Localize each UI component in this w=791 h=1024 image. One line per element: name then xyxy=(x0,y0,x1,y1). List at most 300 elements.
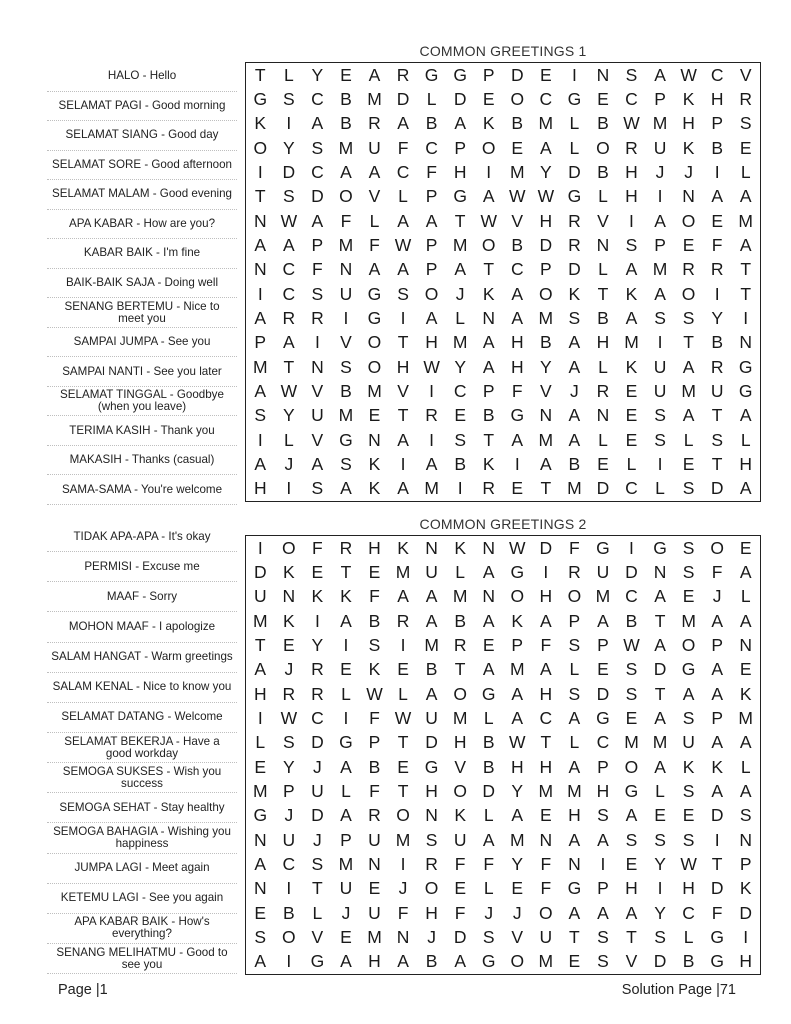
grid-letter[interactable]: J xyxy=(512,902,522,923)
grid-letter[interactable]: N xyxy=(739,332,753,353)
grid-letter[interactable]: V xyxy=(311,926,324,947)
grid-letter[interactable]: A xyxy=(539,659,552,680)
grid-letter[interactable]: A xyxy=(625,805,638,826)
grid-letter[interactable]: J xyxy=(455,283,465,304)
grid-letter[interactable]: S xyxy=(625,234,638,255)
grid-letter[interactable]: S xyxy=(682,307,695,328)
grid-letter[interactable]: L xyxy=(626,453,637,474)
grid-letter[interactable]: G xyxy=(339,429,353,450)
grid-letter[interactable]: M xyxy=(252,780,268,801)
grid-letter[interactable]: J xyxy=(341,902,351,923)
grid-letter[interactable]: M xyxy=(395,829,411,850)
grid-letter[interactable]: F xyxy=(426,161,437,182)
grid-letter[interactable]: G xyxy=(424,64,439,85)
grid-letter[interactable]: W xyxy=(509,537,526,558)
grid-letter[interactable]: A xyxy=(625,307,638,328)
grid-letter[interactable]: M xyxy=(452,332,468,353)
grid-letter[interactable]: O xyxy=(396,805,410,826)
grid-letter[interactable]: E xyxy=(682,586,695,607)
grid-letter[interactable]: J xyxy=(570,380,579,401)
grid-letter[interactable]: S xyxy=(654,405,666,426)
grid-letter[interactable]: R xyxy=(282,683,296,704)
grid-letter[interactable]: B xyxy=(454,610,466,631)
grid-letter[interactable]: M xyxy=(738,210,753,231)
grid-letter[interactable]: P xyxy=(482,380,495,401)
grid-letter[interactable]: A xyxy=(568,756,581,777)
grid-letter[interactable]: F xyxy=(369,780,380,801)
grid-letter[interactable]: U xyxy=(596,561,610,582)
grid-letter[interactable]: V xyxy=(397,380,409,401)
grid-letter[interactable]: R xyxy=(710,356,724,377)
grid-letter[interactable]: H xyxy=(253,683,267,704)
grid-letter[interactable]: E xyxy=(368,405,381,426)
grid-letter[interactable]: V xyxy=(368,186,381,207)
grid-letter[interactable]: O xyxy=(624,756,639,777)
grid-letter[interactable]: A xyxy=(454,113,466,134)
grid-letter[interactable]: O xyxy=(424,878,439,899)
grid-letter[interactable]: R xyxy=(311,683,324,704)
grid-letter[interactable]: E xyxy=(340,659,352,680)
grid-letter[interactable]: W xyxy=(280,210,298,231)
grid-letter[interactable]: T xyxy=(483,259,495,280)
grid-letter[interactable]: L xyxy=(683,429,694,450)
grid-letter[interactable]: L xyxy=(740,586,751,607)
grid-letter[interactable]: U xyxy=(282,829,296,850)
grid-letter[interactable]: E xyxy=(340,926,352,947)
grid-letter[interactable]: J xyxy=(284,805,294,826)
grid-letter[interactable]: S xyxy=(282,186,295,207)
grid-letter[interactable]: A xyxy=(397,429,409,450)
grid-letter[interactable]: D xyxy=(625,561,638,582)
grid-letter[interactable]: K xyxy=(739,878,752,899)
grid-letter[interactable]: A xyxy=(739,732,752,753)
grid-letter[interactable]: G xyxy=(424,756,439,777)
grid-letter[interactable]: A xyxy=(739,610,752,631)
grid-letter[interactable]: H xyxy=(368,537,381,558)
grid-letter[interactable]: P xyxy=(597,878,609,899)
grid-letter[interactable]: Y xyxy=(454,356,466,377)
grid-letter[interactable]: A xyxy=(482,356,495,377)
grid-letter[interactable]: U xyxy=(710,380,724,401)
grid-letter[interactable]: M xyxy=(367,380,382,401)
grid-letter[interactable]: A xyxy=(254,234,267,255)
grid-letter[interactable]: L xyxy=(398,683,408,704)
grid-letter[interactable]: S xyxy=(397,283,409,304)
grid-letter[interactable]: N xyxy=(396,926,410,947)
grid-letter[interactable]: J xyxy=(313,756,322,777)
grid-letter[interactable]: E xyxy=(254,756,267,777)
grid-letter[interactable]: I xyxy=(314,610,320,631)
grid-letter[interactable]: G xyxy=(367,283,382,304)
grid-letter[interactable]: S xyxy=(625,829,638,850)
grid-letter[interactable]: T xyxy=(654,683,666,704)
grid-letter[interactable]: A xyxy=(539,610,552,631)
grid-letter[interactable]: K xyxy=(340,586,352,607)
grid-letter[interactable]: O xyxy=(539,283,553,304)
grid-letter[interactable]: P xyxy=(425,234,438,255)
grid-letter[interactable]: U xyxy=(425,707,438,728)
grid-letter[interactable]: L xyxy=(455,307,466,328)
grid-letter[interactable]: I xyxy=(571,64,577,85)
grid-letter[interactable]: A xyxy=(711,186,723,207)
grid-letter[interactable]: M xyxy=(538,113,554,134)
grid-letter[interactable]: L xyxy=(569,732,580,753)
grid-letter[interactable]: E xyxy=(739,137,752,158)
grid-letter[interactable]: A xyxy=(482,610,495,631)
grid-letter[interactable]: M xyxy=(338,405,354,426)
grid-letter[interactable]: R xyxy=(368,113,381,134)
grid-letter[interactable]: L xyxy=(598,259,608,280)
grid-letter[interactable]: M xyxy=(595,586,611,607)
grid-letter[interactable]: U xyxy=(311,780,324,801)
grid-letter[interactable]: I xyxy=(286,478,292,499)
grid-letter[interactable]: W xyxy=(680,853,697,874)
grid-letter[interactable]: V xyxy=(454,756,466,777)
grid-letter[interactable]: N xyxy=(482,537,496,558)
grid-letter[interactable]: T xyxy=(254,186,266,207)
grid-letter[interactable]: I xyxy=(400,634,406,655)
grid-letter[interactable]: G xyxy=(596,707,610,728)
grid-letter[interactable]: A xyxy=(511,429,524,450)
grid-letter[interactable]: L xyxy=(598,356,608,377)
grid-letter[interactable]: M xyxy=(624,332,639,353)
grid-letter[interactable]: A xyxy=(482,659,495,680)
grid-letter[interactable]: I xyxy=(714,161,720,182)
grid-letter[interactable]: L xyxy=(426,88,437,109)
grid-letter[interactable]: E xyxy=(711,210,723,231)
grid-letter[interactable]: T xyxy=(397,780,409,801)
grid-letter[interactable]: I xyxy=(429,380,435,401)
grid-letter[interactable]: B xyxy=(368,610,381,631)
grid-letter[interactable]: S xyxy=(454,429,466,450)
grid-letter[interactable]: T xyxy=(483,429,495,450)
grid-letter[interactable]: Y xyxy=(654,902,666,923)
grid-letter[interactable]: A xyxy=(511,707,524,728)
grid-letter[interactable]: A xyxy=(311,453,324,474)
grid-letter[interactable]: A xyxy=(482,186,495,207)
grid-letter[interactable]: I xyxy=(257,429,263,450)
grid-letter[interactable]: F xyxy=(540,634,552,655)
grid-letter[interactable]: V xyxy=(539,380,552,401)
grid-letter[interactable]: S xyxy=(568,307,581,328)
grid-letter[interactable]: G xyxy=(624,780,639,801)
grid-letter[interactable]: I xyxy=(343,634,349,655)
grid-letter[interactable]: E xyxy=(454,878,466,899)
grid-letter[interactable]: E xyxy=(739,659,752,680)
grid-letter[interactable]: D xyxy=(311,805,324,826)
grid-letter[interactable]: L xyxy=(598,429,608,450)
grid-letter[interactable]: D xyxy=(653,951,667,972)
grid-letter[interactable]: O xyxy=(681,210,696,231)
grid-letter[interactable]: M xyxy=(652,259,668,280)
grid-letter[interactable]: P xyxy=(482,64,495,85)
grid-letter[interactable]: G xyxy=(738,380,753,401)
grid-letter[interactable]: A xyxy=(597,829,609,850)
grid-letter[interactable]: N xyxy=(539,405,553,426)
grid-letter[interactable]: M xyxy=(681,610,696,631)
grid-letter[interactable]: K xyxy=(625,356,638,377)
grid-letter[interactable]: D xyxy=(510,64,524,85)
grid-letter[interactable]: H xyxy=(739,453,753,474)
grid-letter[interactable]: I xyxy=(286,951,292,972)
grid-letter[interactable]: P xyxy=(340,829,352,850)
grid-letter[interactable]: A xyxy=(425,453,438,474)
grid-letter[interactable]: B xyxy=(425,113,438,134)
grid-letter[interactable]: A xyxy=(682,356,695,377)
grid-letter[interactable]: D xyxy=(311,186,324,207)
grid-letter[interactable]: F xyxy=(711,902,723,923)
grid-letter[interactable]: V xyxy=(311,429,324,450)
grid-letter[interactable]: O xyxy=(510,951,525,972)
grid-letter[interactable]: E xyxy=(625,405,638,426)
grid-letter[interactable]: R xyxy=(311,307,324,328)
grid-letter[interactable]: I xyxy=(400,453,406,474)
grid-letter[interactable]: K xyxy=(282,610,295,631)
grid-letter[interactable]: R xyxy=(568,234,581,255)
grid-letter[interactable]: G xyxy=(681,659,696,680)
grid-letter[interactable]: G xyxy=(253,88,268,109)
grid-letter[interactable]: J xyxy=(655,161,665,182)
grid-letter[interactable]: D xyxy=(539,234,553,255)
grid-letter[interactable]: K xyxy=(711,756,723,777)
grid-letter[interactable]: A xyxy=(568,707,581,728)
grid-letter[interactable]: L xyxy=(255,732,266,753)
grid-letter[interactable]: S xyxy=(739,113,752,134)
grid-letter[interactable]: L xyxy=(283,64,294,85)
grid-letter[interactable]: D xyxy=(710,805,724,826)
grid-letter[interactable]: F xyxy=(454,902,466,923)
grid-letter[interactable]: W xyxy=(280,380,298,401)
grid-letter[interactable]: I xyxy=(343,307,349,328)
grid-letter[interactable]: I xyxy=(514,453,520,474)
grid-letter[interactable]: A xyxy=(425,307,438,328)
grid-letter[interactable]: B xyxy=(625,610,638,631)
grid-letter[interactable]: W xyxy=(423,356,440,377)
grid-letter[interactable]: H xyxy=(739,951,753,972)
grid-letter[interactable]: A xyxy=(511,283,524,304)
grid-letter[interactable]: K xyxy=(454,537,466,558)
grid-letter[interactable]: G xyxy=(453,186,467,207)
grid-letter[interactable]: L xyxy=(683,926,694,947)
grid-letter[interactable]: C xyxy=(625,478,638,499)
grid-letter[interactable]: P xyxy=(654,88,666,109)
grid-letter[interactable]: Y xyxy=(539,161,552,182)
grid-letter[interactable]: B xyxy=(682,951,695,972)
grid-letter[interactable]: S xyxy=(682,478,695,499)
grid-letter[interactable]: J xyxy=(484,902,494,923)
grid-letter[interactable]: A xyxy=(739,561,752,582)
grid-letter[interactable]: R xyxy=(453,634,467,655)
grid-letter[interactable]: R xyxy=(425,405,438,426)
grid-letter[interactable]: M xyxy=(338,234,354,255)
grid-letter[interactable]: O xyxy=(367,356,382,377)
grid-letter[interactable]: A xyxy=(568,332,581,353)
grid-letter[interactable]: A xyxy=(625,902,638,923)
grid-letter[interactable]: L xyxy=(483,805,494,826)
grid-letter[interactable]: Y xyxy=(711,307,723,328)
grid-letter[interactable]: R xyxy=(282,307,296,328)
grid-letter[interactable]: T xyxy=(683,332,694,353)
grid-letter[interactable]: B xyxy=(425,659,438,680)
grid-letter[interactable]: A xyxy=(739,186,752,207)
grid-letter[interactable]: L xyxy=(740,161,751,182)
grid-letter[interactable]: E xyxy=(597,659,609,680)
grid-letter[interactable]: H xyxy=(682,113,695,134)
grid-letter[interactable]: A xyxy=(340,805,352,826)
grid-letter[interactable]: D xyxy=(453,926,467,947)
grid-letter[interactable]: I xyxy=(343,707,349,728)
grid-letter[interactable]: S xyxy=(311,283,324,304)
grid-letter[interactable]: E xyxy=(511,478,524,499)
grid-letter[interactable]: A xyxy=(568,429,581,450)
grid-letter[interactable]: A xyxy=(254,453,267,474)
grid-letter[interactable]: I xyxy=(400,307,406,328)
grid-letter[interactable]: J xyxy=(398,878,408,899)
grid-letter[interactable]: E xyxy=(625,707,638,728)
grid-letter[interactable]: N xyxy=(596,234,610,255)
grid-letter[interactable]: S xyxy=(625,64,638,85)
grid-letter[interactable]: A xyxy=(739,405,752,426)
grid-letter[interactable]: E xyxy=(625,429,638,450)
grid-letter[interactable]: T xyxy=(254,64,266,85)
grid-letter[interactable]: T xyxy=(740,259,752,280)
grid-letter[interactable]: F xyxy=(397,902,409,923)
grid-letter[interactable]: I xyxy=(457,478,463,499)
grid-letter[interactable]: L xyxy=(569,659,580,680)
grid-letter[interactable]: L xyxy=(740,429,751,450)
grid-letter[interactable]: M xyxy=(652,113,668,134)
grid-letter[interactable]: S xyxy=(254,405,267,426)
grid-letter[interactable]: Y xyxy=(511,780,524,801)
grid-letter[interactable]: F xyxy=(483,853,495,874)
grid-letter[interactable]: P xyxy=(597,634,609,655)
grid-letter[interactable]: V xyxy=(625,951,638,972)
grid-letter[interactable]: A xyxy=(254,951,267,972)
grid-letter[interactable]: M xyxy=(681,380,696,401)
grid-letter[interactable]: A xyxy=(511,805,524,826)
grid-letter[interactable]: W xyxy=(537,186,555,207)
grid-letter[interactable]: A xyxy=(654,210,666,231)
grid-letter[interactable]: A xyxy=(711,659,723,680)
grid-letter[interactable]: S xyxy=(311,853,324,874)
grid-letter[interactable]: D xyxy=(253,561,267,582)
grid-letter[interactable]: G xyxy=(567,186,582,207)
grid-letter[interactable]: V xyxy=(311,380,324,401)
grid-letter[interactable]: P xyxy=(425,259,438,280)
grid-letter[interactable]: N xyxy=(739,634,753,655)
grid-letter[interactable]: B xyxy=(597,161,609,182)
grid-letter[interactable]: B xyxy=(568,453,581,474)
grid-letter[interactable]: I xyxy=(629,210,634,231)
grid-letter[interactable]: A xyxy=(282,332,295,353)
grid-letter[interactable]: D xyxy=(596,683,610,704)
grid-letter[interactable]: D xyxy=(739,902,753,923)
grid-letter[interactable]: K xyxy=(482,453,495,474)
grid-letter[interactable]: Y xyxy=(654,853,666,874)
grid-letter[interactable]: I xyxy=(657,878,663,899)
grid-letter[interactable]: A xyxy=(654,586,666,607)
grid-letter[interactable]: A xyxy=(425,683,438,704)
grid-letter[interactable]: L xyxy=(483,878,494,899)
grid-letter[interactable]: P xyxy=(311,234,324,255)
grid-letter[interactable]: E xyxy=(282,634,295,655)
grid-letter[interactable]: A xyxy=(482,829,495,850)
grid-letter[interactable]: M xyxy=(395,561,411,582)
grid-letter[interactable]: J xyxy=(712,586,722,607)
grid-letter[interactable]: S xyxy=(340,453,352,474)
grid-letter[interactable]: L xyxy=(655,478,665,499)
grid-letter[interactable]: A xyxy=(425,586,438,607)
grid-letter[interactable]: N xyxy=(568,853,581,874)
grid-letter[interactable]: K xyxy=(482,283,495,304)
grid-letter[interactable]: H xyxy=(539,683,553,704)
grid-letter[interactable]: S xyxy=(625,683,638,704)
grid-letter[interactable]: A xyxy=(597,610,609,631)
grid-letter[interactable]: G xyxy=(510,405,525,426)
grid-letter[interactable]: H xyxy=(596,332,610,353)
grid-letter[interactable]: I xyxy=(314,332,320,353)
grid-letter[interactable]: T xyxy=(711,853,723,874)
grid-letter[interactable]: L xyxy=(569,137,580,158)
grid-letter[interactable]: I xyxy=(543,561,549,582)
grid-letter[interactable]: S xyxy=(311,137,324,158)
grid-letter[interactable]: F xyxy=(711,234,723,255)
grid-letter[interactable]: A xyxy=(340,610,352,631)
grid-letter[interactable]: W xyxy=(623,113,640,134)
grid-letter[interactable]: H xyxy=(453,732,467,753)
grid-letter[interactable]: U xyxy=(653,137,667,158)
grid-letter[interactable]: M xyxy=(338,853,354,874)
grid-letter[interactable]: W xyxy=(480,210,497,231)
grid-letter[interactable]: A xyxy=(682,683,695,704)
grid-letter[interactable]: J xyxy=(284,453,294,474)
grid-letter[interactable]: I xyxy=(657,186,663,207)
grid-letter[interactable]: H xyxy=(539,586,553,607)
grid-letter[interactable]: L xyxy=(598,186,608,207)
grid-letter[interactable]: F xyxy=(369,707,380,728)
grid-letter[interactable]: P xyxy=(711,707,723,728)
grid-letter[interactable]: M xyxy=(538,951,554,972)
grid-letter[interactable]: M xyxy=(252,356,268,377)
grid-letter[interactable]: G xyxy=(653,537,667,558)
grid-letter[interactable]: A xyxy=(568,405,581,426)
grid-letter[interactable]: A xyxy=(482,332,495,353)
grid-letter[interactable]: P xyxy=(539,259,552,280)
grid-letter[interactable]: E xyxy=(739,537,752,558)
grid-letter[interactable]: M xyxy=(338,137,354,158)
grid-letter[interactable]: S xyxy=(340,356,352,377)
grid-letter[interactable]: E xyxy=(254,902,267,923)
grid-letter[interactable]: N xyxy=(253,829,267,850)
grid-letter[interactable]: E xyxy=(654,805,666,826)
grid-letter[interactable]: R xyxy=(482,478,496,499)
grid-letter[interactable]: E xyxy=(682,805,695,826)
grid-letter[interactable]: R xyxy=(568,561,581,582)
grid-letter[interactable]: D xyxy=(425,732,438,753)
grid-letter[interactable]: G xyxy=(738,356,753,377)
grid-letter[interactable]: F xyxy=(312,537,323,558)
grid-letter[interactable]: F xyxy=(540,878,552,899)
grid-letter[interactable]: A xyxy=(282,234,295,255)
grid-letter[interactable]: F xyxy=(312,259,323,280)
grid-letter[interactable]: S xyxy=(425,829,438,850)
grid-letter[interactable]: A xyxy=(654,283,666,304)
grid-letter[interactable]: I xyxy=(629,537,634,558)
grid-letter[interactable]: A xyxy=(397,478,409,499)
grid-letter[interactable]: M xyxy=(452,234,468,255)
grid-letter[interactable]: T xyxy=(654,610,666,631)
grid-letter[interactable]: U xyxy=(653,356,667,377)
